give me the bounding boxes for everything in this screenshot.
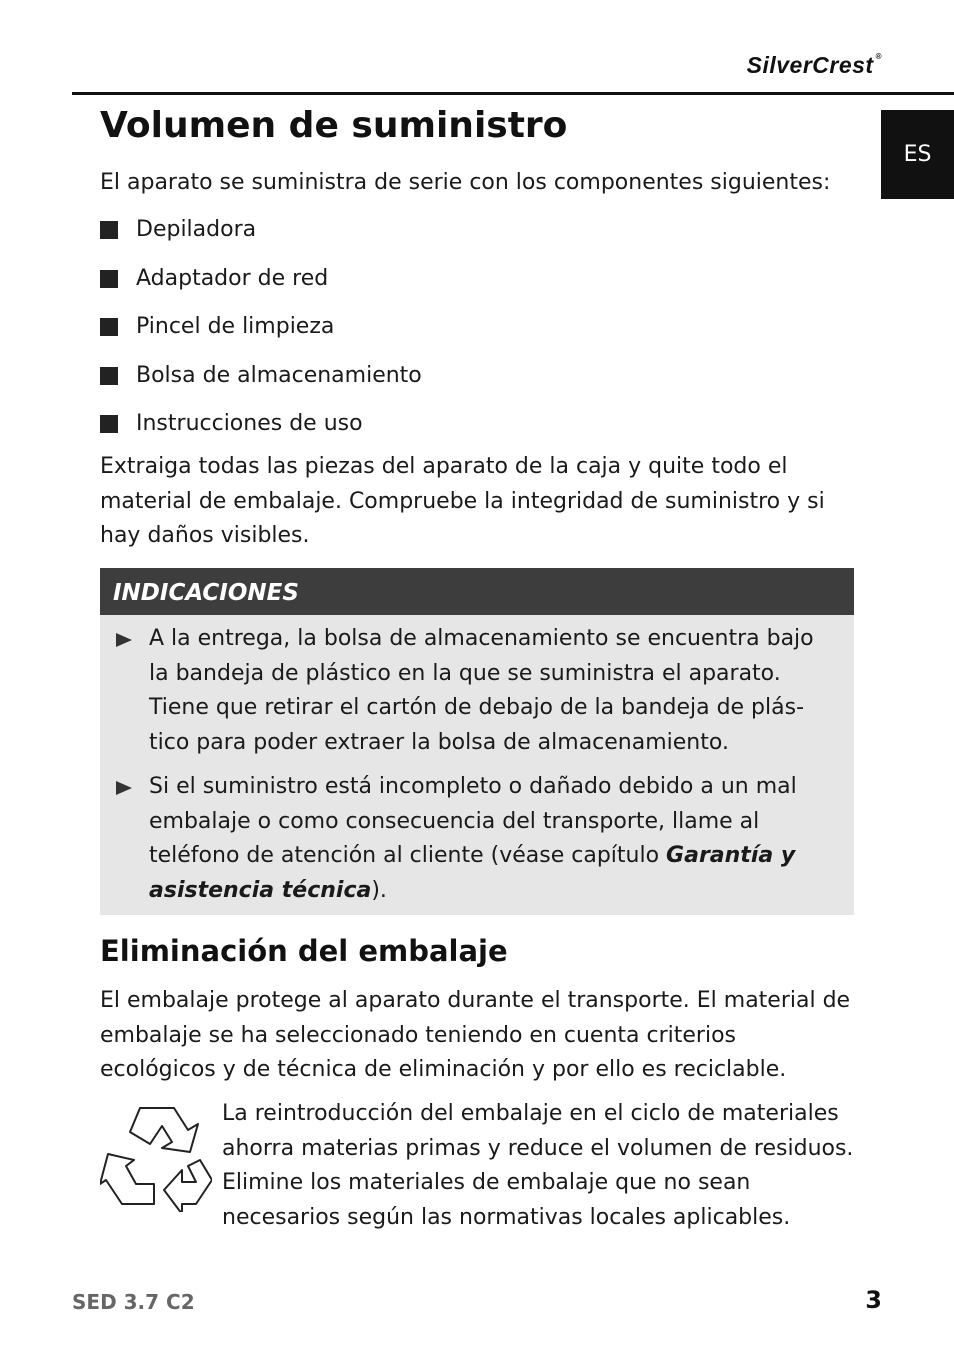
square-bullet-icon	[100, 367, 118, 385]
list-item	[100, 407, 422, 456]
note-item	[100, 622, 854, 761]
unpack-paragraph: Extraiga todas las piezas del aparato de la caja y quite todo el material de embalaje. Compruebe la integridad de suministro y si hay daños visibles.	[100, 454, 825, 549]
list-item-label: Bolsa de almacenamiento	[136, 362, 422, 388]
list-item	[100, 310, 422, 359]
square-bullet-icon	[100, 221, 118, 239]
list-item	[100, 359, 422, 408]
notes-list	[100, 622, 854, 909]
language-tab: ES	[881, 110, 954, 199]
chapter-reference: Garantía y asistencia técnica	[149, 843, 796, 903]
list-item-label: Adaptador de red	[136, 265, 329, 291]
square-bullet-icon	[100, 415, 118, 433]
supply-intro: El aparato se suministra de serie con los componentes siguientes:	[100, 170, 831, 195]
supply-list	[100, 213, 422, 456]
note-text-end: ).	[371, 877, 387, 903]
packaging-paragraph: El embalaje protege al aparato durante el transporte. El material de embalaje se ha seleccionado teniendo en cuenta criterios ecológicos y de técnica de eliminación y por ello es reciclable.	[100, 988, 851, 1083]
note-item	[100, 770, 854, 909]
header-rule	[72, 92, 954, 95]
section-title-supply: Volumen de suministro	[100, 105, 568, 146]
list-item-label: Depiladora	[136, 217, 257, 242]
note-text: A la entrega, la bolsa de almacenamiento se encuentra bajo la bandeja de plástico en la que se suministra el aparato. Tiene que retirar el cartón de debajo de la bandeja de plástico para poder extraer la bolsa de almacenamiento.	[149, 626, 814, 756]
recycle-paragraph: La reintroducción del embalaje en el ciclo de materiales ahorra materias primas y reduce el volumen de residuos. Elimine los materiales de embalaje que no sean necesarios según las normativas locales aplicables.	[222, 1101, 854, 1231]
brand-name: SilverCrest	[746, 52, 874, 78]
list-item-label: Instrucciones de uso	[136, 411, 363, 436]
square-bullet-icon	[100, 270, 118, 288]
note-text: Si el suministro está incompleto o dañado debido a un mal embalaje o como consecuencia del transporte, llame al teléfono de atención al cliente (véase capítulo	[149, 773, 797, 869]
triangle-bullet-icon	[116, 781, 132, 795]
triangle-bullet-icon	[116, 633, 132, 647]
recycle-icon	[100, 1104, 212, 1212]
model-number: SED 3.7 C2	[72, 1290, 195, 1314]
section-title-packaging: Eliminación del embalaje	[100, 934, 508, 968]
square-bullet-icon	[100, 318, 118, 336]
list-item	[100, 213, 422, 262]
registered-mark: ®	[875, 52, 882, 61]
brand-logo	[747, 52, 882, 79]
list-item	[100, 262, 422, 311]
notes-box	[100, 568, 854, 915]
page-number: 3	[865, 1286, 882, 1314]
list-item-label: Pincel de limpieza	[136, 314, 335, 339]
notes-header: INDICACIONES	[100, 568, 854, 615]
